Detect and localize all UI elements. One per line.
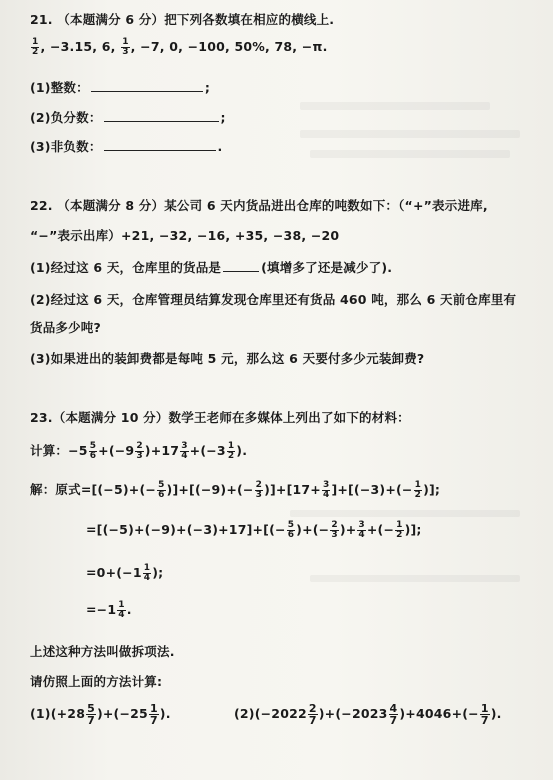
fraction: $\frac{3}{4}$ <box>181 441 188 461</box>
q21-numbers: $\frac{1}{2}$ , −3.15, 6, $\frac{1}{3}$ , −7, 0, −100, 50%, 78, −π. <box>32 37 328 57</box>
fraction: $\frac{1}{4}$ <box>143 563 151 583</box>
q21-item-negative-fractions: (2)负分数： ; <box>30 110 226 125</box>
fraction: $\frac{1}{2}$ <box>32 37 39 57</box>
q22-part2: (2)经过这 6 天，仓库管理员结算发现仓库里还有货品 460 吨，那么 6 天前仓库里有 <box>30 292 517 307</box>
fraction: $\frac{2}{3}$ <box>255 480 263 500</box>
fraction: $\frac{1}{7}$ <box>480 702 489 727</box>
q23-header: 23.（本题满分 10 分）数学王老师在多媒体上列出了如下的材料： <box>30 410 410 425</box>
q22-part2-cont: 货品多少吨? <box>30 320 101 335</box>
q21-item-integers: (1)整数： ; <box>30 80 211 95</box>
show-through-mark <box>310 150 510 158</box>
q22-part1: (1)经过这 6 天，仓库里的货品是 (填增多了还是减少了). <box>30 260 393 275</box>
q23-exercise-1: (1)(+28 $\frac{5}{7}$ )+(−25 $\frac{1}{7}$ ). <box>30 702 171 727</box>
fraction: $\frac{1}{4}$ <box>118 600 125 620</box>
answer-blank[interactable] <box>104 138 216 151</box>
fraction: $\frac{1}{2}$ <box>414 480 422 500</box>
q22-data: “−”表示出库）+21, −32, −16, +35, −38, −20 <box>30 228 340 243</box>
q23-exercise-2: (2)(−2022 $\frac{2}{7}$ )+(−2023 $\frac{4}{7}$ )+4046+(− $\frac{1}{7}$ ). <box>234 702 502 727</box>
fraction: $\frac{5}{7}$ <box>87 702 95 727</box>
fraction: $\frac{3}{4}$ <box>358 520 365 540</box>
q23-method-note: 上述这种方法叫做拆项法. <box>30 644 175 659</box>
q23-solution-step3: =0+(−1 $\frac{1}{4}$ ); <box>86 563 164 583</box>
answer-blank[interactable] <box>223 259 259 272</box>
fraction: $\frac{5}{6}$ <box>158 480 165 500</box>
fraction: $\frac{5}{6}$ <box>287 520 295 540</box>
q22-part3: (3)如果进出的装卸费都是每吨 5 元，那么这 6 天要付多少元装卸费? <box>30 351 425 366</box>
show-through-mark <box>310 575 520 582</box>
q22-header: 22. （本题满分 8 分）某公司 6 天内货品进出仓库的吨数如下：（“+”表示进库, <box>30 198 488 213</box>
answer-blank[interactable] <box>104 109 219 122</box>
show-through-mark <box>300 130 520 138</box>
q23-solution-step2: =[(−5)+(−9)+(−3)+17]+[(− $\frac{5}{6}$ )+(− $\frac{2}{3}$ )+ $\frac{3}{4}$ +(− $\frac{1}{2}$ )]; <box>86 520 422 540</box>
show-through-mark <box>290 510 520 517</box>
q21-item-nonnegative: (3)非负数： . <box>30 139 223 154</box>
q21-header: 21. （本题满分 6 分）把下列各数填在相应的横线上. <box>30 12 335 27</box>
fraction: $\frac{1}{7}$ <box>149 702 158 727</box>
fraction: $\frac{5}{6}$ <box>89 441 97 461</box>
fraction: $\frac{1}{2}$ <box>396 520 403 540</box>
fraction: $\frac{3}{4}$ <box>322 480 330 500</box>
fraction: $\frac{2}{7}$ <box>308 702 317 727</box>
fraction: $\frac{1}{2}$ <box>227 441 235 461</box>
q23-solution-step4: =−1 $\frac{1}{4}$ . <box>86 600 132 620</box>
fraction: $\frac{1}{3}$ <box>122 37 129 57</box>
fraction: $\frac{2}{3}$ <box>136 441 143 461</box>
show-through-mark <box>300 102 490 110</box>
fraction: $\frac{2}{3}$ <box>331 520 338 540</box>
fraction: $\frac{4}{7}$ <box>389 702 398 727</box>
q23-imitate: 请仿照上面的方法计算: <box>30 674 163 689</box>
answer-blank[interactable] <box>91 79 203 92</box>
q23-calc-expression: 计算：−5 $\frac{5}{6}$ +(−9 $\frac{2}{3}$ )+17 $\frac{3}{4}$ +(−3 $\frac{1}{2}$ ). <box>30 441 248 461</box>
q23-solution-step1: 解：原式=[(−5)+(− $\frac{5}{6}$ )]+[(−9)+(− $\frac{2}{3}$ )]+[17+ $\frac{3}{4}$ ]+[(−3)+(− $\frac{1}{2}$ )]; <box>30 480 441 500</box>
